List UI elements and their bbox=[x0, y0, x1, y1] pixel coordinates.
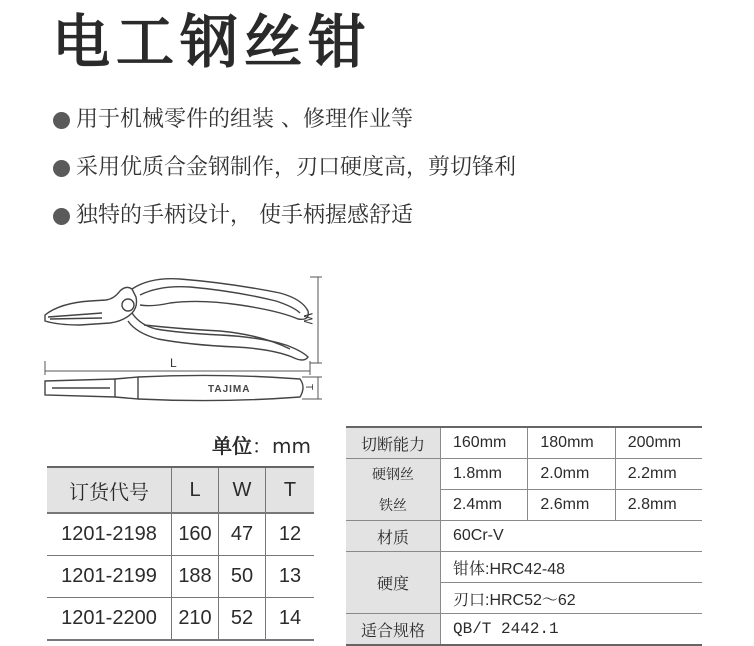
size-cell: 200mm bbox=[615, 427, 702, 459]
spec-row-hardness-body bbox=[346, 552, 702, 583]
cell-code: 1201-2198 bbox=[47, 513, 172, 556]
cell-l: 210 bbox=[172, 598, 219, 641]
spec-row-standard bbox=[346, 614, 702, 646]
hardness-body-value: 钳体:HRC42-48 bbox=[441, 552, 703, 583]
spec-row-cutting bbox=[346, 427, 702, 459]
feature-text: 用于机械零件的组装 、修理作业等 bbox=[76, 107, 413, 132]
bullet-icon bbox=[53, 160, 70, 177]
bullet-icon bbox=[53, 112, 70, 129]
feature-text: 采用优质合金钢制作，刃口硬度高，剪切锋利 bbox=[76, 155, 517, 180]
hardness-label: 硬度 bbox=[346, 552, 441, 614]
iron-wire-cell: 2.8mm bbox=[615, 490, 702, 521]
cutting-label: 切断能力 bbox=[346, 427, 441, 459]
bullet-icon bbox=[53, 208, 70, 225]
steel-wire-label: 硬钢丝 bbox=[346, 459, 441, 490]
cell-l: 160 bbox=[172, 513, 219, 556]
feature-text: 独特的手柄设计， 使手柄握感舒适 bbox=[76, 203, 413, 228]
cell-t: 14 bbox=[266, 598, 315, 641]
steel-wire-cell: 1.8mm bbox=[441, 459, 528, 490]
pliers-diagram bbox=[40, 255, 330, 415]
table-row bbox=[47, 556, 314, 598]
pliers-top-view-icon bbox=[45, 279, 308, 360]
header-w: W bbox=[219, 467, 266, 513]
unit-value: mm bbox=[272, 434, 311, 458]
steel-wire-cell: 2.2mm bbox=[615, 459, 702, 490]
spec-row-steel-wire bbox=[346, 459, 702, 490]
size-cell: 180mm bbox=[528, 427, 615, 459]
header-code: 订货代号 bbox=[47, 467, 172, 513]
standard-value: QB/T 2442.1 bbox=[441, 614, 703, 646]
unit-sep: ： bbox=[252, 434, 272, 458]
order-table bbox=[47, 466, 314, 641]
header-t: T bbox=[266, 467, 315, 513]
cell-code: 1201-2199 bbox=[47, 556, 172, 598]
spec-table bbox=[346, 426, 702, 646]
l-label: L bbox=[170, 356, 177, 370]
feature-item bbox=[50, 96, 516, 144]
material-value: 60Cr-V bbox=[441, 521, 703, 552]
feature-item bbox=[50, 192, 516, 240]
spec-row-material bbox=[346, 521, 702, 552]
hardness-edge-value: 刃口:HRC52～62 bbox=[441, 583, 703, 614]
page-title: 电工钢丝钳 bbox=[52, 8, 373, 76]
iron-wire-label: 铁丝 bbox=[346, 490, 441, 521]
cell-t: 13 bbox=[266, 556, 315, 598]
spec-row-iron-wire bbox=[346, 490, 702, 521]
cell-code: 1201-2200 bbox=[47, 598, 172, 641]
unit-label bbox=[212, 430, 311, 459]
header-l: L bbox=[172, 467, 219, 513]
l-dimension bbox=[45, 361, 310, 375]
pliers-side-view-icon bbox=[45, 375, 303, 400]
cell-w: 50 bbox=[219, 556, 266, 598]
cell-w: 47 bbox=[219, 513, 266, 556]
table-header-row bbox=[47, 467, 314, 513]
w-label: W bbox=[301, 313, 315, 325]
cell-l: 188 bbox=[172, 556, 219, 598]
feature-list bbox=[50, 96, 516, 240]
unit-title: 单位 bbox=[212, 434, 252, 458]
table-row bbox=[47, 513, 314, 556]
cell-t: 12 bbox=[266, 513, 315, 556]
steel-wire-cell: 2.0mm bbox=[528, 459, 615, 490]
iron-wire-cell: 2.4mm bbox=[441, 490, 528, 521]
feature-item bbox=[50, 144, 516, 192]
iron-wire-cell: 2.6mm bbox=[528, 490, 615, 521]
material-label: 材质 bbox=[346, 521, 441, 552]
size-cell: 160mm bbox=[441, 427, 528, 459]
brand-label: TAJIMA bbox=[208, 384, 251, 395]
standard-label: 适合规格 bbox=[346, 614, 441, 646]
table-row bbox=[47, 598, 314, 641]
cell-w: 52 bbox=[219, 598, 266, 641]
t-label: T bbox=[303, 384, 314, 391]
